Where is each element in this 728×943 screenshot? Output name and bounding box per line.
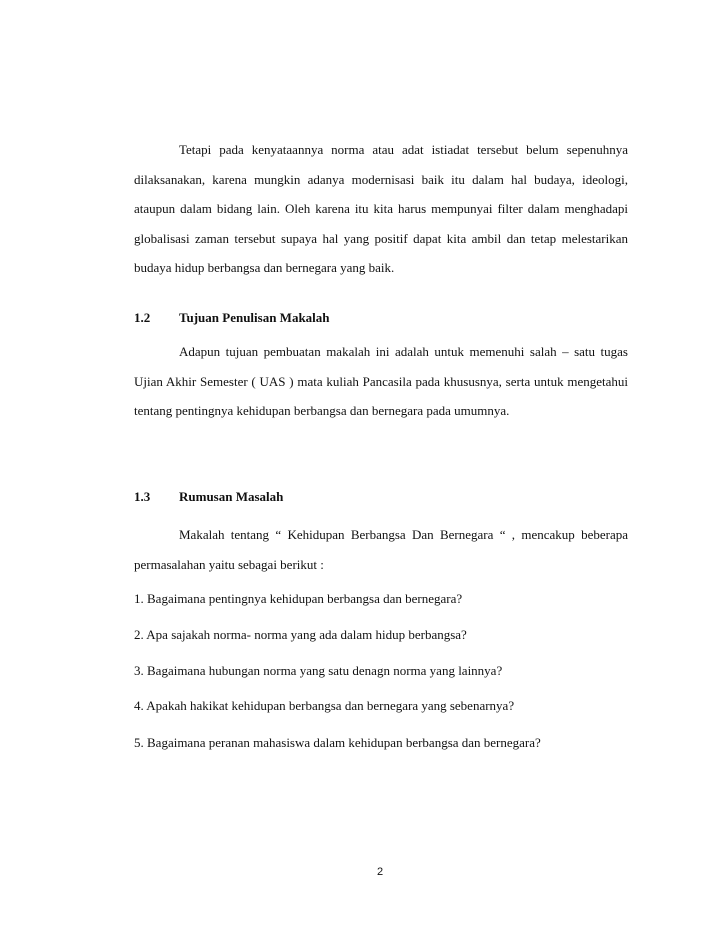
- section-title: Rumusan Masalah: [179, 489, 284, 504]
- section-title: Tujuan Penulisan Makalah: [179, 310, 330, 325]
- list-item: 1. Bagaimana pentingnya kehidupan berbangsa dan bernegara?: [134, 591, 463, 606]
- list-item: 5. Bagaimana peranan mahasiswa dalam kehidupan berbangsa dan bernegara?: [134, 735, 541, 750]
- section-number: 1.3: [134, 489, 151, 504]
- list-item: 4. Apakah hakikat kehidupan berbangsa dan bernegara yang sebenarnya?: [134, 698, 515, 713]
- section-number: 1.2: [134, 310, 151, 325]
- page-number: 2: [376, 866, 384, 878]
- list-item: 2. Apa sajakah norma- norma yang ada dalam hidup berbangsa?: [134, 627, 467, 642]
- paragraph-intro: Tetapi pada kenyataannya norma atau adat istiadat tersebut belum sepenuhnya dilaksanakan, karena mungkin adanya modernisasi baik itu dalam hal budaya, ideologi, ataupun dalam bidang lain. Oleh karena itu kita harus mempunyai filter dalam menghadapi globalisasi zaman tersebut supaya hal yang positif dapat kita ambil dan tetap melestarikan budaya hidup berbangsa dan bernegara yang baik.: [134, 142, 628, 275]
- paragraph-rumusan: Makalah tentang “ Kehidupan Berbangsa Dan Bernegara “ , mencakup beberapa permasalahan yaitu sebagai berikut :: [134, 527, 628, 572]
- paragraph-tujuan: Adapun tujuan pembuatan makalah ini adalah untuk memenuhi salah – satu tugas Ujian Akhir Semester ( UAS ) mata kuliah Pancasila pada khususnya, serta untuk mengetahui tentang pentingnya kehidupan berbangsa dan bernegara pada umumnya.: [134, 344, 628, 418]
- section-heading-1-3: [134, 487, 283, 507]
- section-heading-1-2: [134, 308, 330, 328]
- list-item: 3. Bagaimana hubungan norma yang satu denagn norma yang lainnya?: [134, 663, 503, 678]
